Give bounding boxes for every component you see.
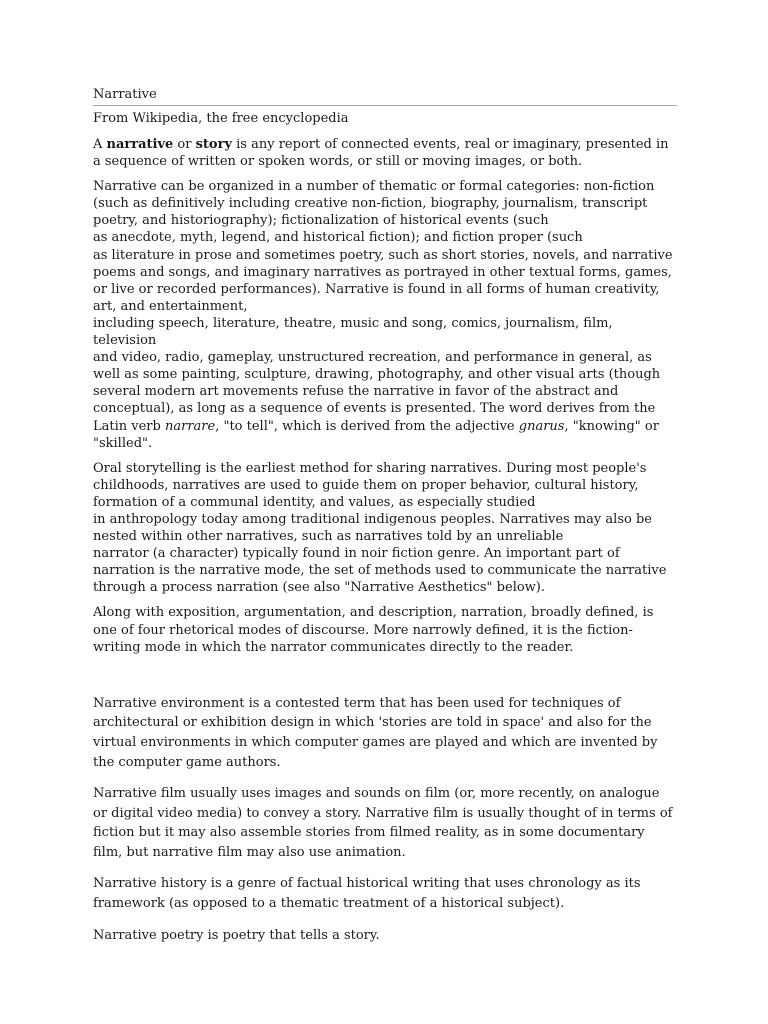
history-paragraph: Narrative history is a genre of factual historical writing that uses chronology as its framework (as opposed to a thematic treatment of a historical subject).	[93, 876, 641, 912]
film-paragraph: Narrative film usually uses images and sounds on film (or, more recently, on analogue or digital video media) to convey a story. Narrative film is usually thought of in terms of fiction but it may also assemble stories from filmed reality, as in some documentary film, but narrative film may also use animation.	[93, 786, 673, 860]
term-narrare: narrare	[164, 418, 216, 434]
categories-text-b: , "to tell", which is derived from the adjective	[215, 418, 519, 434]
categories-text-c: , "knowing" or "skilled".	[93, 418, 659, 451]
categories-text-a: Narrative can be organized in a number of thematic or formal categories: non-fiction (such as definitively including creative non-fiction, biography, journalism, transcript poetry, and historiography); fictionalization of historical events (such as anecdote, myth, legend, and historical fiction); and fiction proper (such as literature in prose and sometimes poetry, such as short stories, novels, and narrative poems and songs, and imaginary narratives as portrayed in other textual forms, games, or live or recorded performances). Narrative is found in all forms of human creativity, art, and entertainment, including speech, literature, theatre, music and song, comics, journalism, film, television and video, radio, gameplay, unstructured recreation, and performance in general, as well as some painting, sculpture, drawing, photography, and other visual arts (though several modern art movements refuse the narrative in favor of the abstract and conceptual), as long as a sequence of events is presented. The word derives from the Latin verb	[93, 179, 673, 434]
term-gnarus: gnarus	[518, 418, 565, 434]
document-page	[93, 86, 677, 957]
intro-text-b: or	[173, 137, 196, 152]
term-story: story	[195, 137, 233, 152]
page-title: Narrative	[93, 86, 677, 106]
oral-storytelling-paragraph: Oral storytelling is the earliest method for sharing narratives. During most people's childhoods, narratives are used to guide them on proper behavior, cultural history, formation of a communal identity, and values, as especially studied in anthropology today among traditional indigenous peoples. Narratives may also be nested within other narratives, such as narratives told by an unreliable narrator (a character) typically found in noir fiction genre. An important part of narration is the narrative mode, the set of methods used to communicate the narrative through a process narration (see also "Narrative Aesthetics" below).	[93, 460, 667, 596]
intro-text-a: A	[93, 137, 107, 152]
environment-paragraph: Narrative environment is a contested term that has been used for techniques of architectural or exhibition design in which 'stories are told in space' and also for the virtual environments in which computer games are played and which are invented by the computer game authors.	[93, 695, 658, 770]
categories-paragraph	[93, 178, 677, 452]
poetry-paragraph: Narrative poetry is poetry that tells a story.	[93, 927, 380, 943]
term-narrative: narrative	[106, 137, 174, 152]
rhetorical-modes-paragraph: Along with exposition, argumentation, and description, narration, broadly defined, is one of four rhetorical modes of discourse. More narrowly defined, it is the fiction- writing mode in which the narrator communicates directly to the reader.	[93, 605, 654, 655]
intro-paragraph	[93, 136, 677, 170]
source-line: From Wikipedia, the free encyclopedia	[93, 111, 349, 126]
section-spacer	[93, 664, 677, 694]
intro-text-c: is any report of connected events, real or imaginary, presented in a sequence of written or spoken words, or still or moving images, or both.	[93, 137, 669, 170]
